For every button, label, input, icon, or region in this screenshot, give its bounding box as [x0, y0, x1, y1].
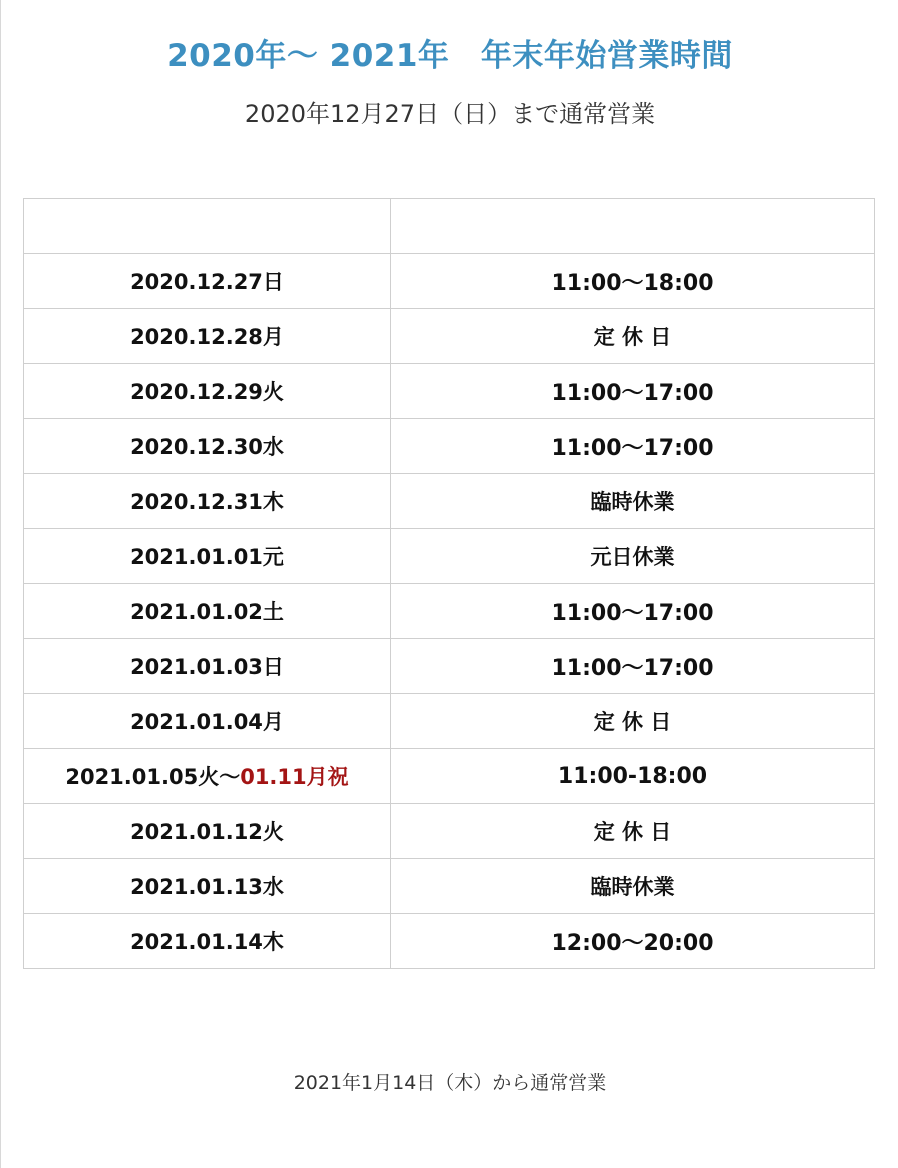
header-cell-hours: [391, 199, 875, 254]
table-header-row: [24, 199, 875, 254]
table-row: [24, 639, 875, 694]
hours-cell: 定 休 日: [391, 309, 875, 364]
date-cell: 2021.01.01元: [24, 529, 391, 584]
date-cell: 2021.01.13水: [24, 859, 391, 914]
date-cell: 2020.12.27日: [24, 254, 391, 309]
page-title: 2020年～ 2021年 年末年始営業時間: [167, 38, 733, 74]
hours-cell: 11:00～17:00: [391, 364, 875, 419]
date-cell: 2021.01.03日: [24, 639, 391, 694]
table-row: [24, 474, 875, 529]
table-row: [24, 804, 875, 859]
hours-cell: 臨時休業: [391, 859, 875, 914]
table-row: [24, 859, 875, 914]
date-range-start: 2021.01.05火～: [65, 765, 241, 789]
date-cell: 2021.01.02土: [24, 584, 391, 639]
date-cell: 2021.01.14木: [24, 914, 391, 969]
hours-cell: 11:00-18:00: [391, 749, 875, 804]
table-row: [24, 309, 875, 364]
hours-cell: 12:00～20:00: [391, 914, 875, 969]
hours-cell: 11:00～18:00: [391, 254, 875, 309]
hours-cell: 11:00～17:00: [391, 419, 875, 474]
table-row: [24, 914, 875, 969]
table-row: [24, 694, 875, 749]
table-row: [24, 584, 875, 639]
date-cell: 2020.12.30水: [24, 419, 391, 474]
table-row: [24, 254, 875, 309]
hours-cell: 臨時休業: [391, 474, 875, 529]
date-cell: 2020.12.28月: [24, 309, 391, 364]
hours-cell: 元日休業: [391, 529, 875, 584]
page-subtitle: 2020年12月27日（日）まで通常営業: [244, 100, 656, 128]
table-row: [24, 749, 875, 804]
table-row: [24, 364, 875, 419]
table-row: [24, 419, 875, 474]
date-cell: [24, 749, 391, 804]
date-cell: 2020.12.31木: [24, 474, 391, 529]
date-cell: 2021.01.04月: [24, 694, 391, 749]
header-cell-date: [24, 199, 391, 254]
hours-cell: 定 休 日: [391, 694, 875, 749]
date-range-end: 01.11月祝: [240, 765, 349, 789]
table-row: [24, 529, 875, 584]
hours-cell: 11:00～17:00: [391, 584, 875, 639]
date-cell: 2021.01.12火: [24, 804, 391, 859]
footer-note: 2021年1月14日（木）から通常営業: [293, 1072, 607, 1094]
hours-cell: 定 休 日: [391, 804, 875, 859]
schedule-table: [23, 198, 875, 969]
date-cell: 2020.12.29火: [24, 364, 391, 419]
hours-cell: 11:00～17:00: [391, 639, 875, 694]
